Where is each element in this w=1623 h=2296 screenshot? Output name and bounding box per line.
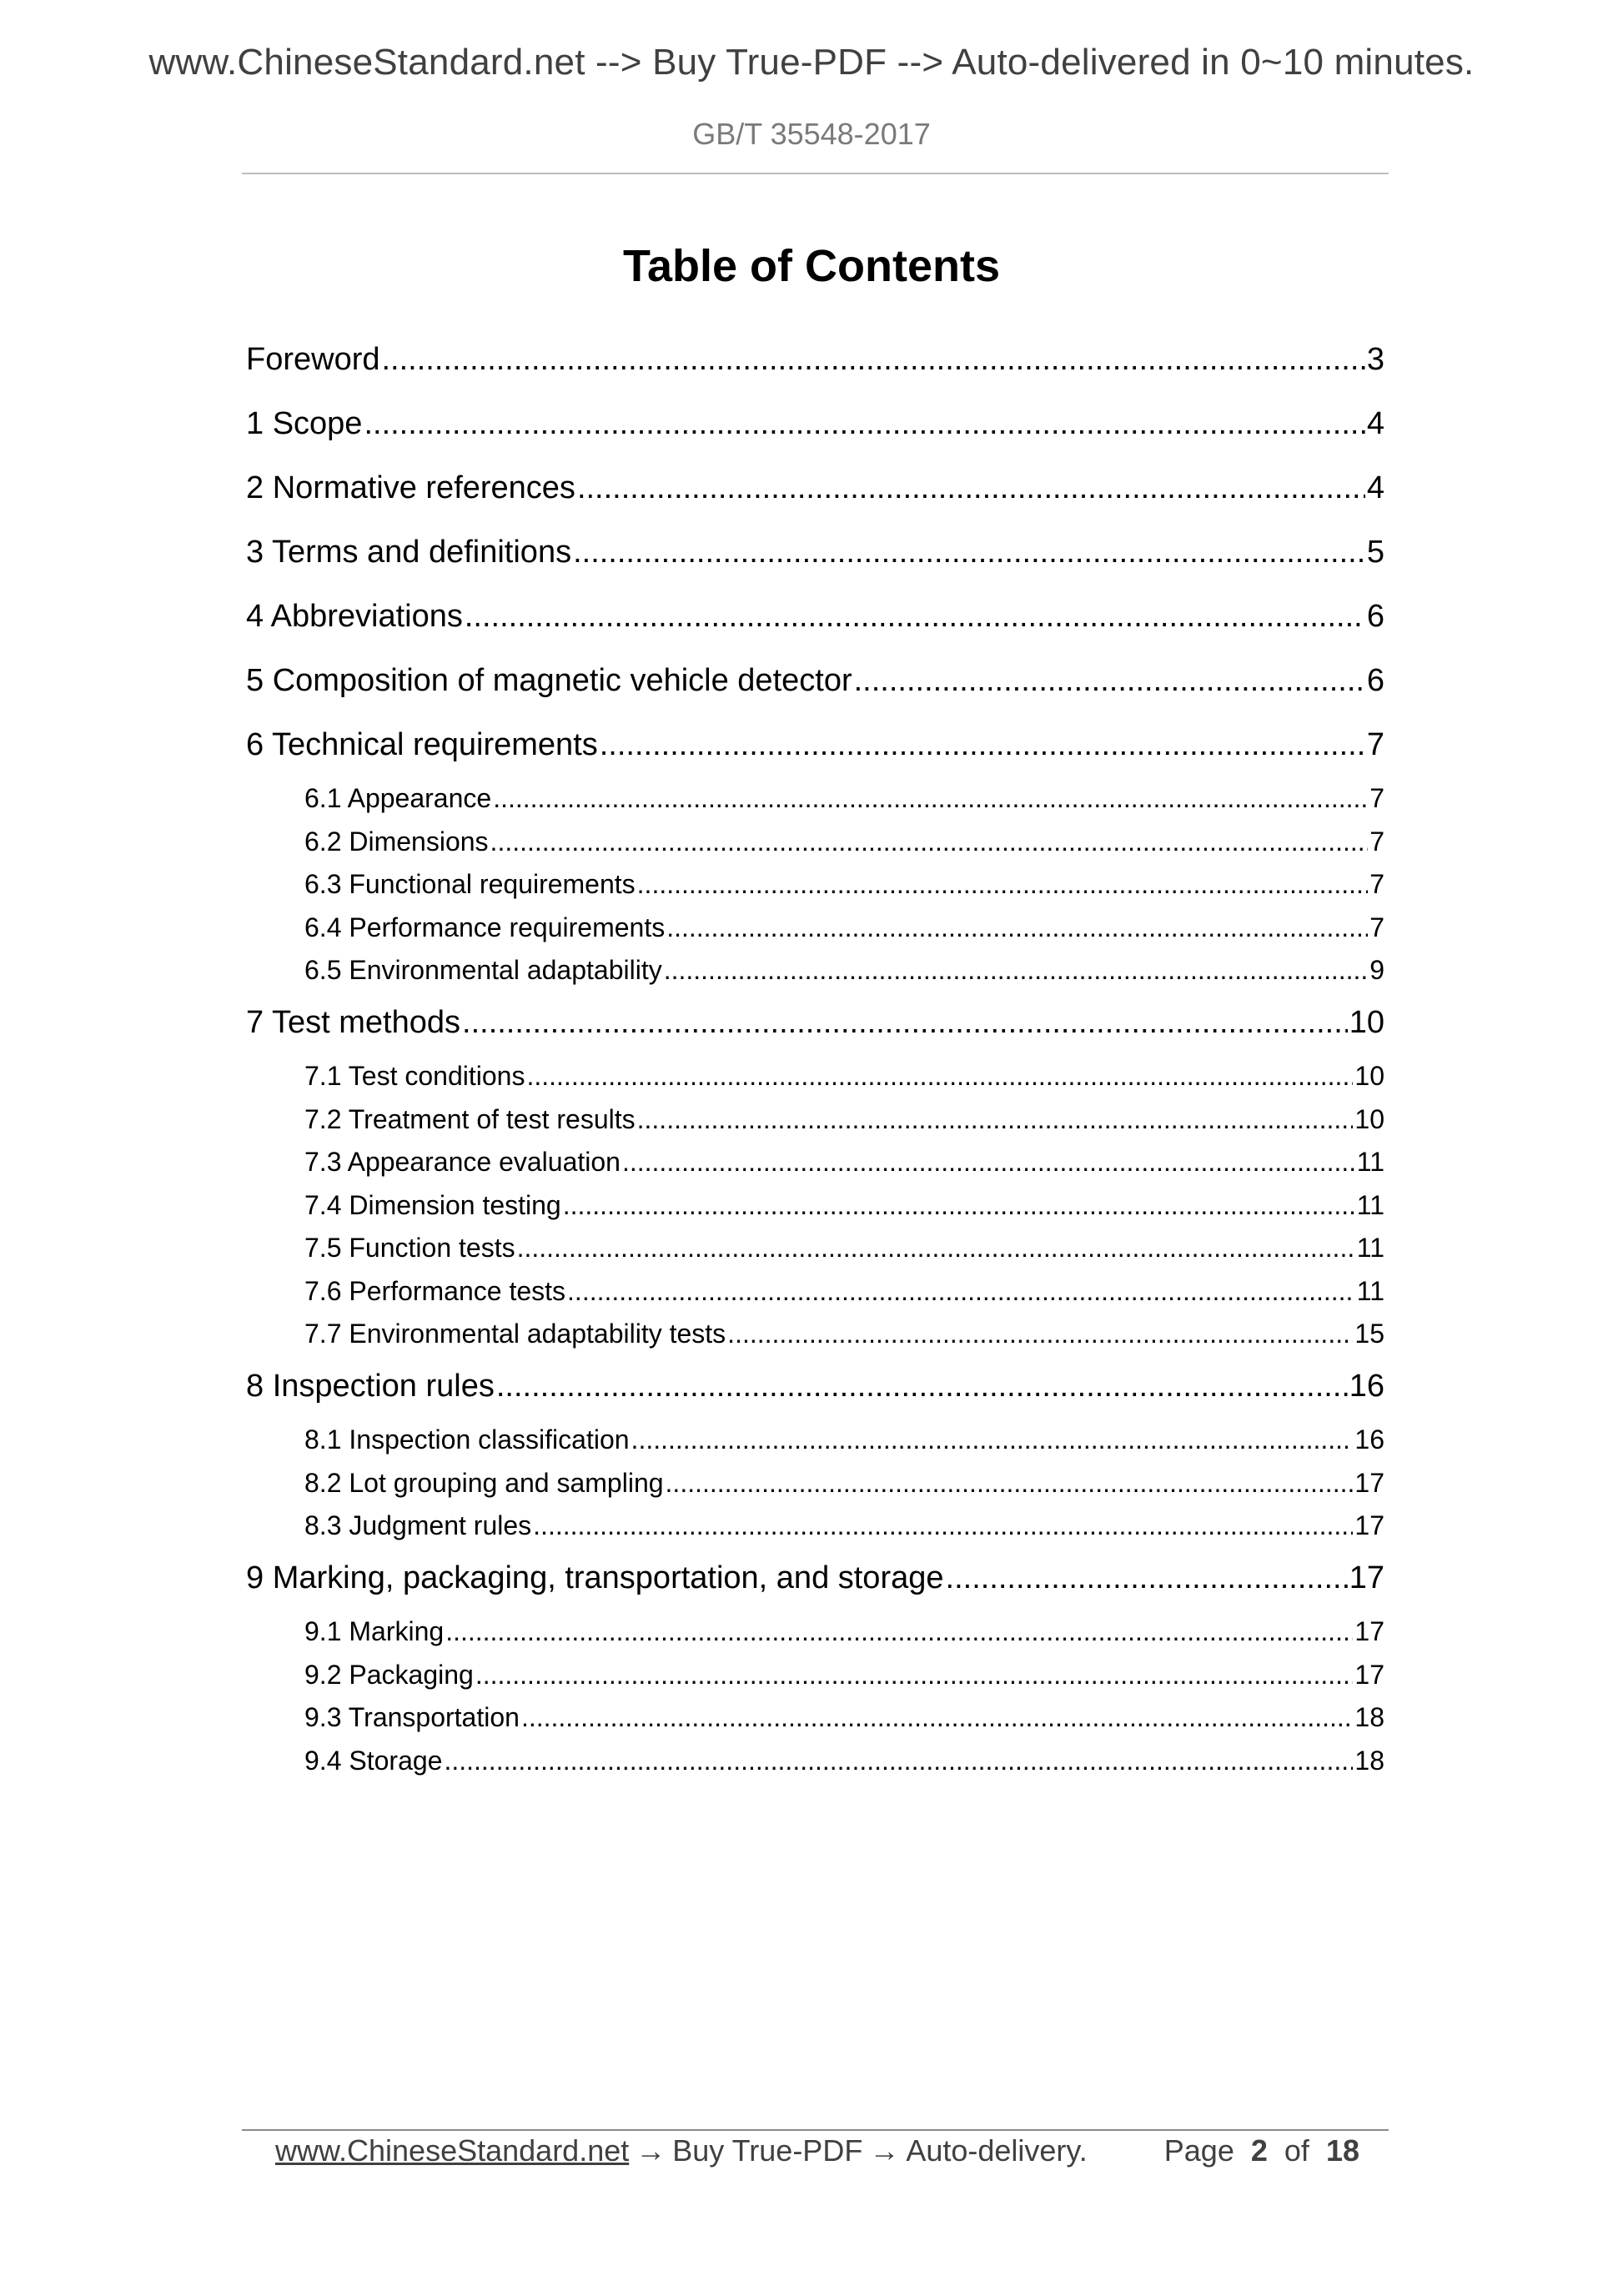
footer-divider xyxy=(242,2129,1389,2131)
toc-subentry[interactable] xyxy=(304,955,1384,986)
toc-dot-leader xyxy=(631,1424,1354,1455)
footer-page-total: 18 xyxy=(1325,2133,1359,2168)
toc-subentry[interactable] xyxy=(304,1746,1384,1776)
toc-entry-page: 4 xyxy=(1366,470,1384,505)
toc-entry-label: 9.1 Marking xyxy=(304,1616,445,1646)
toc-entry-page: 16 xyxy=(1349,1369,1384,1404)
toc-subentry[interactable] xyxy=(304,1104,1384,1135)
toc-dot-leader xyxy=(521,1702,1353,1733)
toc-dot-leader xyxy=(490,826,1369,857)
toc-entry-page: 7 xyxy=(1369,912,1384,942)
toc-entry-label: 7.7 Environmental adaptability tests xyxy=(304,1319,726,1349)
toc-entry-label: 4 Abbreviations xyxy=(246,599,463,634)
toc-dot-leader xyxy=(496,1369,1348,1404)
toc-entry[interactable] xyxy=(246,1369,1384,1404)
toc-entry-label: 9.3 Transportation xyxy=(304,1702,520,1732)
toc-entry-page: 17 xyxy=(1354,1467,1384,1498)
toc-entry-label: 3 Terms and definitions xyxy=(246,535,572,570)
toc-dot-leader xyxy=(577,470,1365,506)
toc-dot-leader xyxy=(475,1660,1354,1691)
toc-entry-page: 7 xyxy=(1366,727,1384,762)
toc-entry-page: 15 xyxy=(1354,1319,1384,1349)
toc-dot-leader xyxy=(493,783,1368,814)
toc-entry[interactable] xyxy=(246,406,1384,442)
toc-entry-page: 3 xyxy=(1366,342,1384,377)
toc-entry-page: 4 xyxy=(1366,406,1384,441)
toc-entry[interactable] xyxy=(246,599,1384,635)
toc-dot-leader xyxy=(533,1510,1353,1541)
toc-dot-leader xyxy=(854,663,1365,699)
arrow-right-icon: → xyxy=(636,2133,666,2168)
toc-subentry[interactable] xyxy=(304,1616,1384,1647)
arrow-right-icon: → xyxy=(869,2133,900,2168)
toc-entry-page: 10 xyxy=(1349,1005,1384,1040)
toc-entry-page: 18 xyxy=(1354,1702,1384,1732)
toc-dot-leader xyxy=(637,869,1369,900)
toc-dot-leader xyxy=(666,912,1368,943)
toc-subentry[interactable] xyxy=(304,1319,1384,1349)
footer-buy-text: Buy True-PDF xyxy=(672,2133,863,2168)
toc-subentry[interactable] xyxy=(304,1147,1384,1178)
toc-entry-label: 7.5 Function tests xyxy=(304,1233,515,1263)
toc-dot-leader xyxy=(444,1746,1353,1776)
toc-entry-page: 11 xyxy=(1356,1275,1384,1306)
top-banner: www.ChineseStandard.net --> Buy True-PDF --> Auto-delivered in 0~10 minutes. xyxy=(148,42,1475,83)
toc-entry-page: 17 xyxy=(1354,1510,1384,1540)
toc-entry[interactable] xyxy=(246,470,1384,506)
toc-dot-leader xyxy=(600,727,1365,763)
toc-entry-label: 8.2 Lot grouping and sampling xyxy=(304,1467,664,1498)
toc-subentry[interactable] xyxy=(304,912,1384,943)
toc-subentry[interactable] xyxy=(304,1424,1384,1455)
toc-subentry[interactable] xyxy=(304,1190,1384,1221)
toc-entry-label: 8.1 Inspection classification xyxy=(304,1424,630,1454)
toc-entry-page: 17 xyxy=(1354,1659,1384,1690)
toc-entry-page: 17 xyxy=(1349,1560,1384,1595)
toc-entry-label: 6.2 Dimensions xyxy=(304,826,489,857)
toc-dot-leader xyxy=(462,1005,1348,1041)
toc-entry-page: 10 xyxy=(1354,1061,1384,1091)
document-code: GB/T 35548-2017 xyxy=(692,117,931,151)
toc-entry[interactable] xyxy=(246,1560,1384,1596)
toc-entry-label: 7.2 Treatment of test results xyxy=(304,1103,636,1134)
toc-dot-leader xyxy=(946,1560,1348,1596)
toc-entry-page: 5 xyxy=(1366,535,1384,570)
toc-dot-leader xyxy=(526,1061,1353,1092)
toc-subentry[interactable] xyxy=(304,1510,1384,1541)
footer-page-current: 2 xyxy=(1250,2133,1268,2168)
toc-entry-label: 9.4 Storage xyxy=(304,1745,443,1776)
toc-subentry[interactable] xyxy=(304,783,1384,814)
toc-entry-label: 2 Normative references xyxy=(246,470,575,505)
toc-dot-leader xyxy=(517,1233,1355,1264)
toc-dot-leader xyxy=(622,1147,1355,1178)
toc-entry-label: 6.4 Performance requirements xyxy=(304,912,666,942)
toc-entry-label: 1 Scope xyxy=(246,406,363,441)
toc-subentry[interactable] xyxy=(304,826,1384,857)
toc-entry-label: Foreword xyxy=(246,342,380,377)
toc-entry-page: 6 xyxy=(1366,663,1384,698)
toc-entry-label: 6.1 Appearance xyxy=(304,783,492,813)
footer-of-label: of xyxy=(1284,2133,1309,2168)
toc-entry-label: 8 Inspection rules xyxy=(246,1369,495,1404)
toc-dot-leader xyxy=(573,535,1365,570)
toc-entry-label: 7.1 Test conditions xyxy=(304,1061,525,1091)
header-divider xyxy=(242,173,1389,174)
toc-entry-page: 7 xyxy=(1369,869,1384,899)
toc-entry-page: 17 xyxy=(1354,1616,1384,1646)
toc-entry-page: 7 xyxy=(1369,783,1384,813)
toc-dot-leader xyxy=(382,342,1365,378)
toc-entry-label: 7.6 Performance tests xyxy=(304,1275,566,1306)
toc-subentry[interactable] xyxy=(304,1061,1384,1092)
toc-entry-page: 9 xyxy=(1369,955,1384,985)
toc-subentry[interactable] xyxy=(304,1702,1384,1733)
toc-entry-page: 6 xyxy=(1366,599,1384,634)
toc-subentry[interactable] xyxy=(304,1468,1384,1499)
toc-entry-label: 5 Composition of magnetic vehicle detector xyxy=(246,663,852,698)
toc-subentry[interactable] xyxy=(304,1660,1384,1691)
toc-entry-label: 9.2 Packaging xyxy=(304,1659,474,1690)
toc-subentry[interactable] xyxy=(304,1276,1384,1307)
toc-entry-label: 7.3 Appearance evaluation xyxy=(304,1147,621,1177)
toc-entry-label: 6.3 Functional requirements xyxy=(304,869,636,899)
toc-dot-leader xyxy=(637,1104,1354,1135)
toc-entry-page: 10 xyxy=(1354,1103,1384,1134)
toc-entry-page: 11 xyxy=(1356,1233,1384,1263)
toc-entry[interactable] xyxy=(246,727,1384,763)
toc-entry-page: 11 xyxy=(1356,1147,1384,1177)
toc-dot-leader xyxy=(563,1190,1355,1221)
toc-entry-page: 18 xyxy=(1354,1745,1384,1776)
toc-entry[interactable] xyxy=(246,342,1384,378)
toc-entry[interactable] xyxy=(246,1005,1384,1041)
toc-entry[interactable] xyxy=(246,663,1384,699)
toc-entry-page: 11 xyxy=(1356,1189,1384,1220)
toc-subentry[interactable] xyxy=(304,869,1384,900)
toc-entry-label: 7 Test methods xyxy=(246,1005,461,1040)
toc-entry-page: 7 xyxy=(1369,826,1384,857)
toc-dot-leader xyxy=(727,1319,1353,1349)
footer xyxy=(275,2133,1359,2168)
page-title: Table of Contents xyxy=(623,241,1000,291)
toc-dot-leader xyxy=(445,1616,1353,1647)
toc-entry-label: 6 Technical requirements xyxy=(246,727,598,762)
toc-entry-label: 8.3 Judgment rules xyxy=(304,1510,532,1540)
footer-delivery-text: Auto-delivery. xyxy=(906,2133,1088,2168)
toc-entry[interactable] xyxy=(246,535,1384,570)
toc-entry-label: 7.4 Dimension testing xyxy=(304,1189,561,1220)
toc-subentry[interactable] xyxy=(304,1233,1384,1264)
toc-entry-label: 6.5 Environmental adaptability xyxy=(304,955,662,985)
footer-page-label: Page xyxy=(1163,2133,1234,2168)
footer-site-link[interactable]: www.ChineseStandard.net xyxy=(275,2133,630,2168)
toc-dot-leader xyxy=(465,599,1365,635)
toc-entry-page: 16 xyxy=(1354,1424,1384,1454)
toc-dot-leader xyxy=(664,955,1369,986)
toc-entry-label: 9 Marking, packaging, transportation, and storage xyxy=(246,1560,944,1595)
toc-dot-leader xyxy=(364,406,1364,442)
toc-dot-leader xyxy=(666,1468,1354,1499)
toc-dot-leader xyxy=(567,1276,1355,1307)
